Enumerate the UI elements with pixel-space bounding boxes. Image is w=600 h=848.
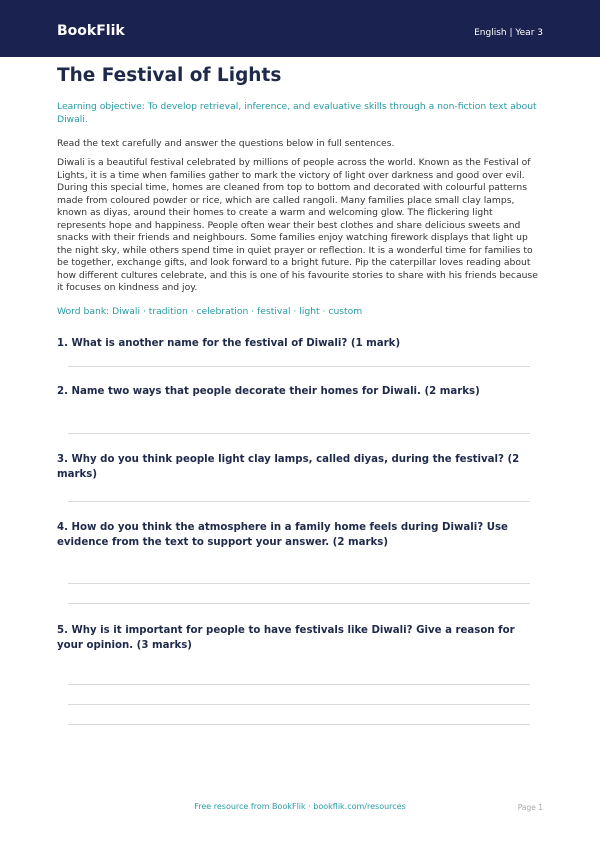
question-4: 4. How do you think the atmosphere in a family home feels during Diwali? Use evidence from the text to support your answer. (2 marks) <box>57 522 508 548</box>
subject-label: English | Year 3 <box>474 28 543 38</box>
answer-line[interactable] <box>68 366 530 367</box>
answer-line[interactable] <box>68 501 530 502</box>
learning-objective: Learning objective: To develop retrieval, inference, and evaluative skills through a non-fiction text about Diwali. <box>57 101 537 125</box>
instructions: Read the text carefully and answer the questions below in full sentences. <box>57 138 395 149</box>
answer-line[interactable] <box>68 704 530 705</box>
page-title: The Festival of Lights <box>57 65 282 86</box>
word-bank: Word bank: Diwali · tradition · celebration · festival · light · custom <box>57 306 363 317</box>
footer-link[interactable]: Free resource from BookFlik · bookflik.com/resources <box>194 802 406 811</box>
answer-line[interactable] <box>68 603 530 604</box>
answer-line[interactable] <box>68 433 530 434</box>
header-bar <box>0 0 600 57</box>
question-2: 2. Name two ways that people decorate their homes for Diwali. (2 marks) <box>57 386 480 397</box>
question-5: 5. Why is it important for people to have festivals like Diwali? Give a reason for your opinion. (3 marks) <box>57 625 515 651</box>
question-3: 3. Why do you think people light clay lamps, called diyas, during the festival? (2 marks) <box>57 454 520 480</box>
answer-line[interactable] <box>68 684 530 685</box>
page-number: Page 1 <box>517 803 543 812</box>
reading-passage: Diwali is a beautiful festival celebrated by millions of people across the world. Known as the Festival of Lights, it is a time when families gather to mark the victory of light over darkness and good over evil. During this special time, homes are cleaned from top to bottom and decorated with colourful patterns made from coloured powder or rice, which are called rangoli. Many families place small clay lamps, known as diyas, around their homes to create a warm and welcoming glow. The flickering light represents hope and happiness. People often wear their best clothes and share delicious sweets and snacks with their friends and neighbours. Some families enjoy watching firework displays that light up the night sky, while others spend time in quiet prayer or reflection. It is a wonderful time for families to be together, exchange gifts, and look forward to a bright future. Pip the caterpillar loves reading about how different cultures celebrate, and this is one of his favourite stories to share with his friends because it focuses on kindness and joy. <box>57 157 538 293</box>
question-1: 1. What is another name for the festival of Diwali? (1 mark) <box>57 338 401 349</box>
answer-line[interactable] <box>68 724 530 725</box>
answer-line[interactable] <box>68 583 530 584</box>
brand-logo: BookFlik <box>57 23 125 39</box>
